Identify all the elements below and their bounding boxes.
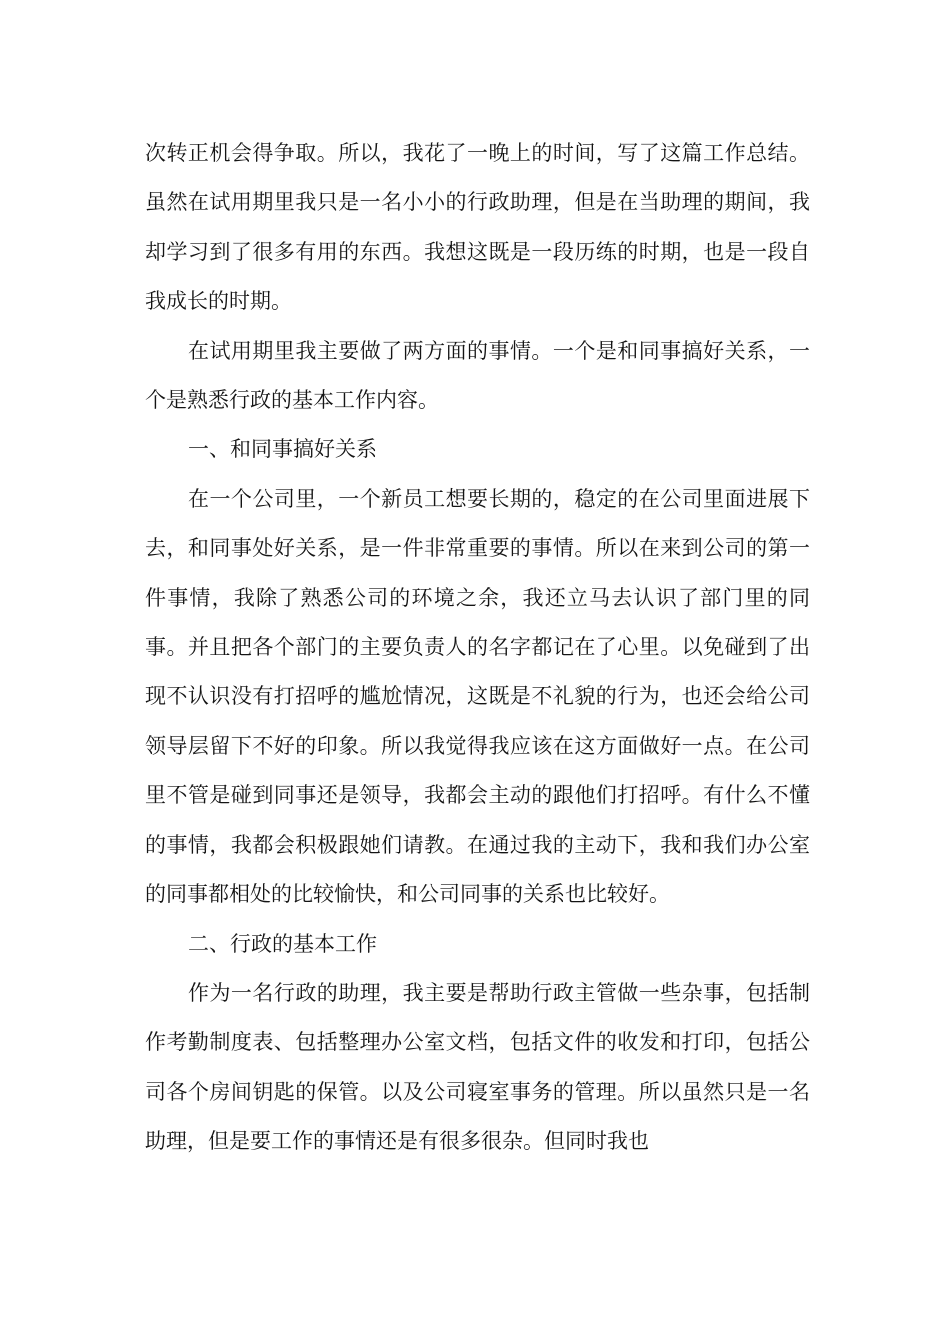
section-heading-colleague-relations: 一、和同事搞好关系 [188,437,377,462]
paragraph-colleague-relations: 在一个公司里，一个新员工想要长期的，稳定的在公司里面进展下去，和同事处好关系，是一件非常重要的事情。所以在来到公司的第一件事情，我除了熟悉公司的环境之余，我还立马去认识了部门里的同事。并且把各个部门的主要负责人的名字都记在了心里。以免碰到了出现不认识没有打招呼的尴尬情况，这既是不礼貌的行为，也还会给公司领导层留下不好的印象。所以我觉得我应该在这方面做好一点。在公司里不管是碰到同事还是领导，我都会主动的跟他们打招呼。有什么不懂的事情，我都会积极跟她们请教。在通过我的主动下，我和我们办公室的同事都相处的比较愉快，和公司同事的关系也比较好。 [145,486,810,907]
paragraph-admin-work: 作为一名行政的助理，我主要是帮助行政主管做一些杂事，包括制作考勤制度表、包括整理办公室文档，包括文件的收发和打印，包括公司各个房间钥匙的保管。以及公司寝室事务的管理。所以虽然只是一名助理，但是要工作的事情还是有很多很杂。但同时我也 [145,980,810,1154]
paragraph-overview: 在试用期里我主要做了两方面的事情。一个是和同事搞好关系，一个是熟悉行政的基本工作内容。 [145,338,810,413]
document-body [145,129,824,1167]
section-heading-admin-work: 二、行政的基本工作 [188,931,377,956]
paragraph-continuation: 次转正机会得争取。所以，我花了一晚上的时间，写了这篇工作总结。 虽然在试用期里我只是一名小小的行政助理，但是在当助理的期间，我却学习到了很多有用的东西。我想这既是一段历练的时期，也是一段自我成长的时期。 [145,141,824,314]
